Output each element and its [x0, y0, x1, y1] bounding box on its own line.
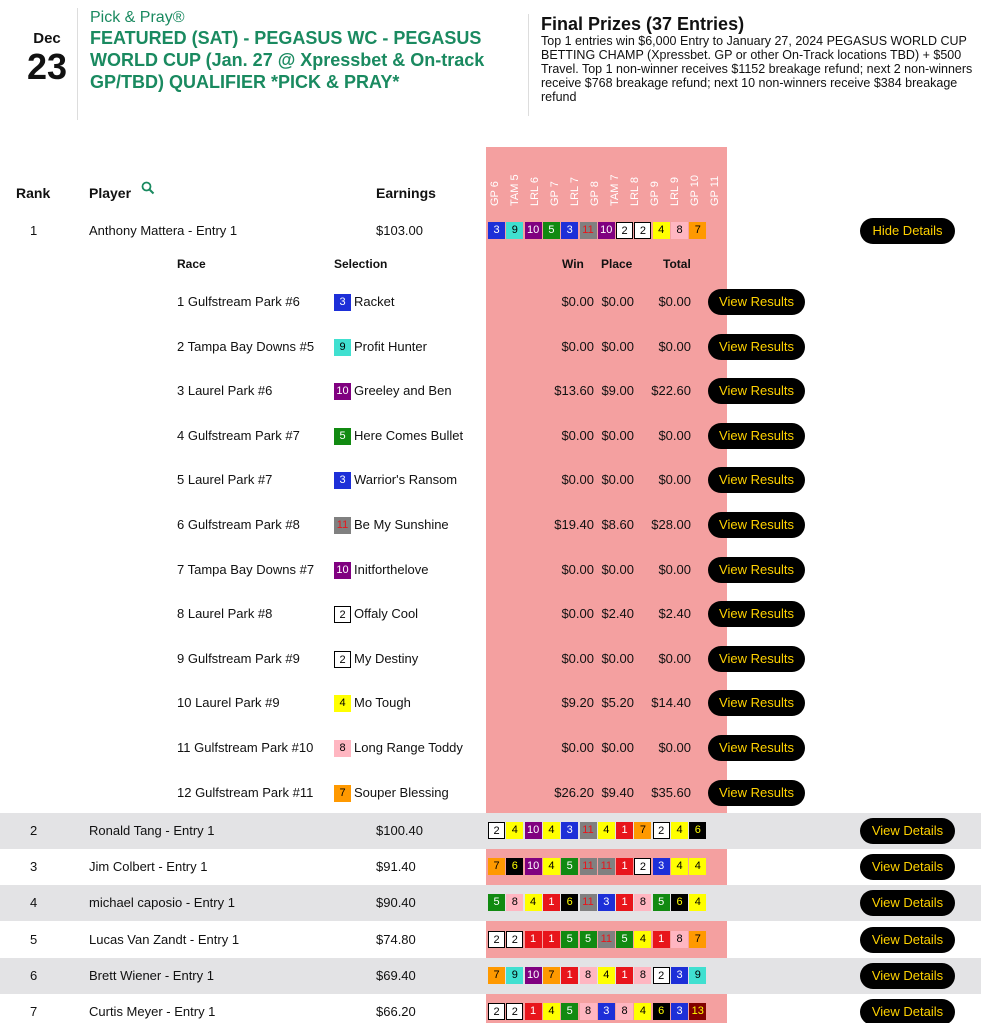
total-value: $0.00 — [658, 338, 691, 354]
leaderboard-row — [0, 213, 981, 249]
detail-row — [0, 592, 981, 636]
win-value: $19.40 — [554, 517, 594, 532]
race-column-header: TAM 7 — [609, 174, 621, 206]
selection-saddlecloth: 8 — [334, 740, 351, 757]
saddlecloth-pick: 1 — [616, 967, 633, 984]
contest-date — [22, 30, 72, 85]
place-value: $9.40 — [601, 784, 634, 800]
saddlecloth-pick: 4 — [543, 858, 560, 875]
total-value: $22.60 — [651, 383, 691, 399]
detail-row — [0, 369, 981, 413]
leaderboard-row — [0, 922, 981, 958]
race-name: 12 Gulfstream Park #11 — [177, 784, 314, 800]
view-results-button[interactable]: View Results — [708, 735, 805, 761]
view-results-button[interactable]: View Results — [708, 378, 805, 404]
saddlecloth-pick: 6 — [671, 894, 688, 911]
win-value: $0.00 — [561, 606, 594, 622]
saddlecloth-pick: 5 — [488, 894, 505, 911]
saddlecloth-pick: 13 — [689, 1003, 706, 1020]
view-results-button[interactable]: View Results — [708, 423, 805, 449]
detail-row — [0, 771, 981, 815]
saddlecloth-pick: 8 — [580, 1003, 597, 1020]
saddlecloth-pick: 3 — [561, 822, 578, 839]
saddlecloth-pick: 5 — [561, 858, 578, 875]
saddlecloth-pick: 1 — [543, 931, 560, 948]
horse-name: Offaly Cool — [354, 606, 419, 622]
player-name[interactable]: michael caposio - Entry 1 — [89, 895, 235, 911]
race-column-header: LRL 7 — [569, 177, 581, 206]
saddlecloth-pick: 2 — [653, 822, 670, 839]
saddlecloth-pick: 5 — [616, 931, 633, 948]
saddlecloth-pick: 4 — [634, 1003, 651, 1020]
total-value: $0.00 — [658, 740, 691, 755]
place-value: $0.00 — [601, 427, 634, 443]
total-value: $0.00 — [658, 561, 691, 577]
saddlecloth-pick: 9 — [689, 967, 706, 984]
saddlecloth-pick: 4 — [634, 931, 651, 948]
saddlecloth-pick: 11 — [580, 222, 597, 239]
place-value: $0.00 — [601, 740, 634, 755]
total-header: Total — [663, 257, 691, 271]
saddlecloth-pick: 7 — [488, 967, 505, 984]
rank-value: 2 — [30, 823, 38, 838]
saddlecloth-pick: 11 — [598, 858, 615, 875]
date-month: Dec — [33, 30, 61, 47]
detail-row — [0, 458, 981, 502]
saddlecloth-pick: 8 — [634, 967, 651, 984]
leaderboard-row — [0, 994, 981, 1023]
total-value: $0.00 — [658, 294, 691, 309]
view-results-button[interactable]: View Results — [708, 646, 805, 672]
horse-name: Initforthelove — [354, 561, 429, 577]
saddlecloth-pick: 2 — [616, 222, 633, 239]
selection-saddlecloth: 10 — [334, 562, 351, 579]
race-name: 10 Laurel Park #9 — [177, 695, 280, 711]
race-name: 8 Laurel Park #8 — [177, 606, 273, 622]
saddlecloth-pick: 2 — [488, 1003, 505, 1020]
saddlecloth-pick: 3 — [671, 967, 688, 984]
rank-value: 1 — [30, 223, 38, 238]
saddlecloth-pick: 2 — [488, 931, 505, 948]
race-column-headers — [487, 148, 727, 212]
player-name[interactable]: Curtis Meyer - Entry 1 — [89, 1004, 216, 1019]
race-header: Race — [177, 257, 206, 271]
view-details-button[interactable]: View Details — [860, 854, 955, 880]
saddlecloth-pick: 3 — [671, 1003, 688, 1020]
horse-name: Here Comes Bullet — [354, 427, 464, 443]
saddlecloth-pick: 4 — [598, 822, 615, 839]
saddlecloth-pick: 6 — [689, 822, 706, 839]
saddlecloth-pick: 1 — [616, 894, 633, 911]
race-column-header: GP 7 — [549, 181, 561, 206]
saddlecloth-pick: 11 — [580, 894, 597, 911]
date-day: 23 — [26, 46, 68, 87]
view-details-button[interactable]: View Details — [860, 890, 955, 916]
selection-saddlecloth: 7 — [334, 785, 351, 802]
saddlecloth-pick: 10 — [525, 222, 542, 239]
race-column-header: TAM 5 — [509, 174, 521, 206]
earnings-value: $74.80 — [376, 931, 416, 947]
header-divider — [528, 14, 529, 116]
place-header: Place — [601, 257, 633, 271]
selection-saddlecloth: 3 — [334, 472, 351, 489]
saddlecloth-pick: 1 — [653, 931, 670, 948]
horse-name: Mo Tough — [354, 695, 411, 711]
saddlecloth-pick: 4 — [598, 967, 615, 984]
saddlecloth-pick: 11 — [598, 931, 615, 948]
saddlecloth-pick: 2 — [506, 1003, 523, 1020]
saddlecloth-pick: 4 — [543, 822, 560, 839]
view-results-button[interactable]: View Results — [708, 780, 805, 806]
earnings-value: $69.40 — [376, 967, 416, 983]
place-value: $0.00 — [601, 650, 634, 666]
win-value: $0.00 — [561, 650, 594, 666]
leaderboard-row — [0, 813, 981, 849]
view-results-button[interactable]: View Results — [708, 557, 805, 583]
saddlecloth-pick: 7 — [689, 222, 706, 239]
saddlecloth-pick: 2 — [488, 822, 505, 839]
saddlecloth-pick: 4 — [671, 822, 688, 839]
leaderboard-row — [0, 849, 981, 885]
brand-name: Pick & Pray® — [90, 9, 185, 26]
rank-value: 7 — [30, 1004, 38, 1019]
saddlecloth-pick: 4 — [506, 822, 523, 839]
horse-name: Profit Hunter — [354, 338, 427, 354]
earnings-value: $103.00 — [376, 223, 423, 238]
horse-name: Souper Blessing — [354, 784, 449, 800]
place-value: $5.20 — [601, 695, 634, 711]
view-details-button[interactable]: View Details — [860, 927, 955, 953]
saddlecloth-pick: 7 — [634, 822, 651, 839]
horse-name: My Destiny — [354, 650, 419, 666]
saddlecloth-pick: 8 — [616, 1003, 633, 1020]
saddlecloth-pick: 3 — [488, 222, 505, 239]
race-name: 5 Laurel Park #7 — [177, 472, 273, 488]
total-value: $0.00 — [658, 472, 691, 488]
race-column-header: GP 8 — [589, 181, 601, 206]
place-value: $8.60 — [601, 517, 634, 532]
win-value: $0.00 — [561, 427, 594, 443]
selection-header: Selection — [334, 257, 388, 271]
saddlecloth-pick: 11 — [580, 822, 597, 839]
saddlecloth-pick: 9 — [506, 222, 523, 239]
rank-value: 5 — [30, 931, 38, 947]
selection-saddlecloth: 4 — [334, 695, 351, 712]
saddlecloth-pick: 7 — [543, 967, 560, 984]
player-name[interactable]: Ronald Tang - Entry 1 — [89, 823, 215, 838]
contest-title: FEATURED (SAT) - PEGASUS WC - PEGASUS WORLD CUP (Jan. 27 @ Xpressbet & On-track GP/TBD) QUALIFIER *PICK & PRAY* — [90, 28, 485, 92]
horse-name: Greeley and Ben — [354, 383, 452, 399]
win-value: $0.00 — [561, 740, 594, 755]
saddlecloth-pick: 10 — [525, 822, 542, 839]
earnings-value: $100.40 — [376, 823, 423, 838]
win-value: $0.00 — [561, 338, 594, 354]
saddlecloth-pick: 10 — [598, 222, 615, 239]
earnings-value: $91.40 — [376, 859, 416, 875]
saddlecloth-pick: 3 — [598, 1003, 615, 1020]
race-column-header: GP 6 — [489, 181, 501, 206]
view-results-button[interactable]: View Results — [708, 512, 805, 538]
player-column-header[interactable]: Player — [89, 185, 132, 201]
win-header: Win — [562, 257, 584, 271]
earnings-value: $90.40 — [376, 895, 416, 911]
detail-row — [0, 637, 981, 681]
saddlecloth-pick: 7 — [689, 931, 706, 948]
view-details-button[interactable]: View Details — [860, 963, 955, 989]
race-column-header: GP 11 — [709, 175, 721, 206]
saddlecloth-pick: 10 — [525, 967, 542, 984]
race-name: 2 Tampa Bay Downs #5 — [177, 338, 315, 354]
view-details-button[interactable]: View Details — [860, 818, 955, 844]
saddlecloth-pick: 3 — [561, 222, 578, 239]
hide-details-button[interactable]: Hide Details — [860, 218, 955, 244]
saddlecloth-pick: 4 — [525, 894, 542, 911]
view-results-button[interactable]: View Results — [708, 289, 805, 315]
player-name[interactable]: Lucas Van Zandt - Entry 1 — [89, 931, 240, 947]
race-column-header: LRL 8 — [629, 177, 641, 206]
saddlecloth-pick: 9 — [506, 967, 523, 984]
detail-row — [0, 280, 981, 324]
view-details-button[interactable]: View Details — [860, 999, 955, 1023]
saddlecloth-pick: 1 — [561, 967, 578, 984]
saddlecloth-pick: 4 — [689, 894, 706, 911]
search-icon[interactable] — [141, 181, 155, 195]
prizes-block — [541, 14, 976, 104]
saddlecloth-pick: 6 — [506, 858, 523, 875]
place-value: $0.00 — [601, 561, 634, 577]
rank-value: 6 — [30, 967, 38, 983]
saddlecloth-pick: 5 — [580, 931, 597, 948]
win-value: $9.20 — [561, 695, 594, 711]
selection-saddlecloth: 2 — [334, 651, 351, 668]
selection-saddlecloth: 5 — [334, 428, 351, 445]
win-value: $0.00 — [561, 472, 594, 488]
race-name: 3 Laurel Park #6 — [177, 383, 273, 399]
horse-name: Warrior's Ransom — [354, 472, 458, 488]
saddlecloth-pick: 5 — [653, 894, 670, 911]
race-name: 6 Gulfstream Park #8 — [177, 517, 300, 532]
saddlecloth-pick: 5 — [543, 222, 560, 239]
place-value: $2.40 — [601, 606, 634, 622]
total-value: $2.40 — [658, 606, 691, 622]
detail-row — [0, 325, 981, 369]
leaderboard-row — [0, 958, 981, 994]
saddlecloth-pick: 1 — [616, 822, 633, 839]
total-value: $0.00 — [658, 427, 691, 443]
saddlecloth-pick: 11 — [580, 858, 597, 875]
saddlecloth-pick: 1 — [525, 1003, 542, 1020]
race-column-header: LRL 6 — [529, 177, 541, 206]
win-value: $26.20 — [554, 784, 594, 800]
selection-saddlecloth: 9 — [334, 339, 351, 356]
win-value: $13.60 — [554, 383, 594, 399]
race-column-header: LRL 9 — [669, 177, 681, 206]
saddlecloth-pick: 5 — [561, 931, 578, 948]
rank-value: 3 — [30, 859, 38, 875]
view-results-button[interactable]: View Results — [708, 334, 805, 360]
saddlecloth-pick: 8 — [634, 894, 651, 911]
place-value: $9.00 — [601, 383, 634, 399]
detail-row — [0, 681, 981, 725]
detail-row — [0, 726, 981, 770]
horse-name: Be My Sunshine — [354, 517, 449, 532]
place-value: $0.00 — [601, 294, 634, 309]
saddlecloth-pick: 4 — [653, 222, 670, 239]
saddlecloth-pick: 2 — [506, 931, 523, 948]
view-results-button[interactable]: View Results — [708, 690, 805, 716]
saddlecloth-pick: 1 — [525, 931, 542, 948]
race-name: 7 Tampa Bay Downs #7 — [177, 561, 315, 577]
prizes-description: Top 1 entries win $6,000 Entry to January 27, 2024 PEGASUS WORLD CUP BETTING CHAMP (Xpressbet. GP or other On-Track locations TBD) + $500 Travel. Top 1 non-winner receives $1152 breakage refund; next 2 non-winners receive $768 breakage refund; next 10 non-winners receive $384 breakage refund — [541, 34, 973, 104]
race-column-header: GP 9 — [649, 181, 661, 206]
saddlecloth-pick: 8 — [671, 222, 688, 239]
race-name: 11 Gulfstream Park #10 — [177, 740, 314, 755]
saddlecloth-pick: 8 — [580, 967, 597, 984]
leaderboard-row — [0, 885, 981, 921]
saddlecloth-pick: 6 — [653, 1003, 670, 1020]
race-name: 9 Gulfstream Park #9 — [177, 650, 300, 666]
saddlecloth-pick: 2 — [634, 222, 651, 239]
total-value: $14.40 — [651, 695, 691, 711]
earnings-value: $66.20 — [376, 1004, 416, 1019]
prizes-heading: Final Prizes (37 Entries) — [541, 14, 745, 34]
place-value: $0.00 — [601, 338, 634, 354]
selection-saddlecloth: 2 — [334, 606, 351, 623]
saddlecloth-pick: 2 — [634, 858, 651, 875]
contest-title-block — [90, 8, 510, 93]
view-results-button[interactable]: View Results — [708, 601, 805, 627]
detail-row — [0, 503, 981, 547]
header-divider — [77, 8, 78, 120]
saddlecloth-pick: 10 — [525, 858, 542, 875]
detail-row — [0, 548, 981, 592]
player-name[interactable]: Brett Wiener - Entry 1 — [89, 967, 214, 983]
win-value: $0.00 — [561, 561, 594, 577]
player-name[interactable]: Jim Colbert - Entry 1 — [89, 859, 208, 875]
saddlecloth-pick: 8 — [506, 894, 523, 911]
player-name[interactable]: Anthony Mattera - Entry 1 — [89, 223, 238, 238]
total-value: $35.60 — [651, 784, 691, 800]
detail-row — [0, 414, 981, 458]
race-name: 1 Gulfstream Park #6 — [177, 294, 300, 309]
rank-value: 4 — [30, 895, 38, 911]
saddlecloth-pick: 4 — [671, 858, 688, 875]
place-value: $0.00 — [601, 472, 634, 488]
saddlecloth-pick: 1 — [616, 858, 633, 875]
selection-saddlecloth: 3 — [334, 294, 351, 311]
selection-saddlecloth: 10 — [334, 383, 351, 400]
rank-column-header: Rank — [16, 185, 51, 201]
saddlecloth-pick: 7 — [488, 858, 505, 875]
horse-name: Racket — [354, 294, 395, 309]
saddlecloth-pick: 8 — [671, 931, 688, 948]
saddlecloth-pick: 4 — [543, 1003, 560, 1020]
earnings-column-header: Earnings — [376, 185, 436, 201]
saddlecloth-pick: 6 — [561, 894, 578, 911]
race-name: 4 Gulfstream Park #7 — [177, 427, 300, 443]
saddlecloth-pick: 5 — [561, 1003, 578, 1020]
race-column-header: GP 10 — [689, 175, 701, 206]
saddlecloth-pick: 4 — [689, 858, 706, 875]
total-value: $0.00 — [658, 650, 691, 666]
saddlecloth-pick: 3 — [598, 894, 615, 911]
saddlecloth-pick: 3 — [653, 858, 670, 875]
saddlecloth-pick: 2 — [653, 967, 670, 984]
selection-saddlecloth: 11 — [334, 517, 351, 534]
total-value: $28.00 — [651, 517, 691, 532]
win-value: $0.00 — [561, 294, 594, 309]
view-results-button[interactable]: View Results — [708, 467, 805, 493]
saddlecloth-pick: 1 — [543, 894, 560, 911]
horse-name: Long Range Toddy — [354, 740, 463, 755]
